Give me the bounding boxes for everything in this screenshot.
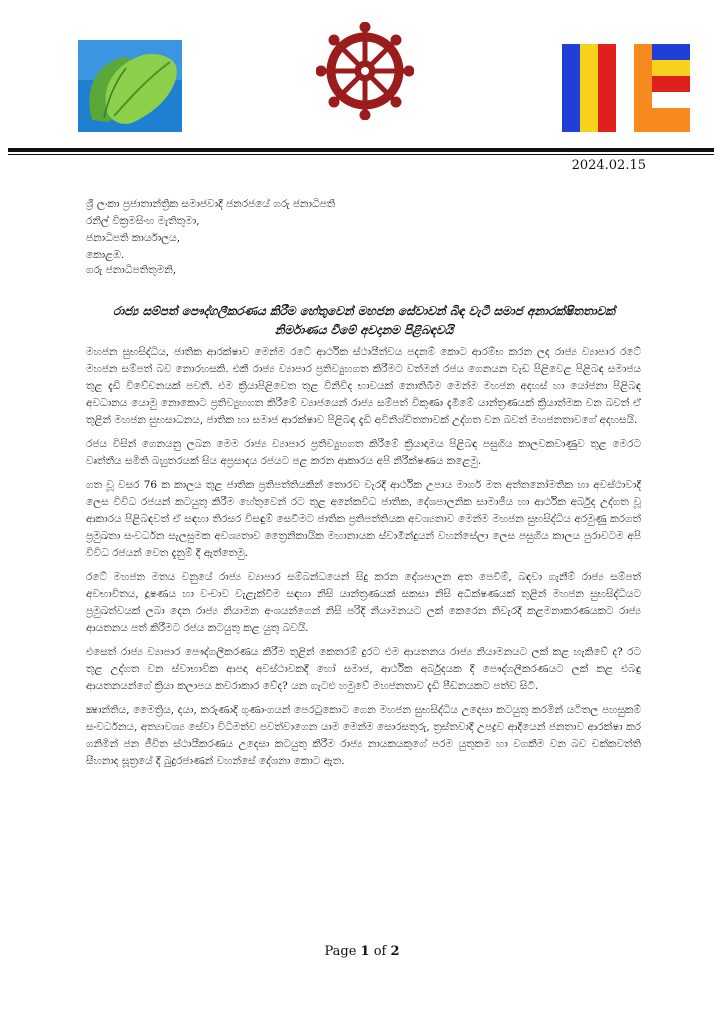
bodhi-leaf-logo bbox=[78, 40, 182, 132]
body-paragraph: එසෙත් රාජ්‍ය ව්‍යාපාර පෞද්ගලීකරණය කිරීම තුළින් කෙතරම් දුරට එම ආයතනය රාජ්‍ය නියාමනයට ලක් කළ හැකිවේ ද? රට තුළ උද්ගත වන ස්වාභාවික ආපදා අවස්ථාවකදී හෝ සමාජ, ආර්ථික අර්බුදයක දී පෞද්ගලීකරණයට ලක් කළ එබඳු ආයතනයන්ගේ ක්‍රියා කලාපය කවරාකාර වේද? යන ගැටළු හමුවේ මහජනතාව දැඩි පීඩනයකට පත්ව සිටී. bbox=[86, 646, 641, 692]
address-line: ජනාධිපති කාර්යාලය, bbox=[86, 232, 181, 244]
header-rule-thin bbox=[8, 154, 714, 155]
page-sep: of bbox=[373, 944, 387, 959]
body-paragraph: ගත වූ වසර 76 ක කාලය තුළ ජාතික ප්‍රතිපත්තියකින් තොරව වැරදි ආර්ථික උපාය මාර්ග මත අත්තනෝමතික හා අවස්ථාවාදී ලෙස විවිධ රජයන් කටයුතු කිරීම හේතුවෙන් රට තුළ අනේකවිධ ජාතික, දේශපාලනික සාමාජීය හා ආර්ථික අර්බුද උද්ගත වූ ආකාරය පිළිබඳවත් ඒ සඳහා තිරසර විසඳුම් සෙවීමට ජාතික ප්‍රතිපත්තියක අවශ්‍යතාව මෙන්ම මහජන සුභසිද්ධිය අරමුණු කරගත් ප්‍රමුඛතා සංවර්ධන සැලසුමක අවශ්‍යතාව ත්‍රෛනිකායික මහානායක ස්වාමීන්දුයන් වහන්සේලා ලෙස පසුගිය කාලය පුරාවටම අපි විවිධ රජයන් වෙත දැනුම් දී ඇත්තෙමු. bbox=[86, 479, 641, 559]
body-paragraph: ක්‍ෂාන්තිය, මෛත්‍රිය, දයා, කරුණාදි ගුණාංගයන් පෙරටුකොට ගෙන මහජන සුභසිද්ධිය උදෙසා කටයුතු කරමින් යටිතල පහසුකම් සංවර්ධනය, අත්‍යාවශ්‍ය සේවා විධිමත්ව පවත්වාගෙන යාම මෙන්ම සොරසතුරු, ත්‍රස්තවාදී උපද්‍රව ආදියෙන් ජනතාව ආරක්ෂා කර ගනිමින් ජන ජීවිත ස්ථායීකරණය උදෙසා කටයුතු කිරීම රාජ්‍ය නායකයකුගේ පරම යුතුකම හා වගකීම වන බව චක්කවත්ති සීහනාද සූත්‍රයේ දී බුදුරජාණන් වහන්සේ දේශනා කොට ඇත. bbox=[86, 704, 641, 767]
address-line: ශ්‍රී ලංකා ප්‍රජාතාන්ත්‍රික සමාජවාදී ජනරජයේ ගරු ජනාධිපති bbox=[86, 198, 336, 210]
buddhist-flag-logo bbox=[562, 44, 690, 132]
page-number bbox=[0, 944, 724, 959]
body-paragraph: රජය විසින් ගෙනයනු ලබන මෙම රාජ්‍ය ව්‍යාපාර ප්‍රතිව්‍යුහගත කිරීමේ ක්‍රියාදාමය පිළිබඳ පසුගිය කාලවකවාණුව තුළ මෙරට වෘත්තීය සමිති බහුතරයක් සිය අප්‍රසාදය රජයට පළ කරන ආකාරය අපි නිරීක්ෂණය කළෙමු. bbox=[86, 438, 641, 467]
address-line: කොළඹ. bbox=[86, 249, 125, 261]
body-paragraph: රටේ මහජන මතය වනුයේ රාජ්‍ය ව්‍යාපාර සම්බන්ධයෙන් සිදු කරන දේශපාලන අත පෙවීම්, බඳවා ගැනීම් රාජ්‍ය සම්පත් අවභාවිතය, දූෂණය හා වංචාව වැළැක්වීම සඳහා නිසි යාන්ත්‍රණයක් සකසා නිසි අධීක්ෂණයක් තුළින් මහජන සුභසිද්ධියට ප්‍රමුඛත්වයක් ලබා දෙන රාජ්‍ය නියාමන අංශයන්ගෙන් නිසි පරිදි නියාමනයට ලක් කෙරෙන නිවැරදි කළමනාකරණයකට රාජ්‍ය ආයතනය පත් කිරීමට රජය කටයුතු කළ යුතු බවයි. bbox=[86, 571, 641, 634]
page-prefix: Page bbox=[324, 944, 357, 959]
page-current: 1 bbox=[360, 944, 370, 959]
salutation: ගරු ජනාධිපතිතුමනි, bbox=[86, 264, 177, 276]
letter-date: 2024.02.15 bbox=[571, 158, 646, 173]
page-total: 2 bbox=[390, 944, 400, 959]
body-paragraph: මහජන සුභසිද්ධිය, ජාතික ආරක්ෂාව මෙන්ම රටේ ආර්ථික ස්ථායීත්වය පදනම් කොට ආරම්භ කරන ලද රාජ්‍ය ව්‍යාපාර රටේ මහජන සම්පත් බව නොරහසකි. එකී රාජ්‍ය ව්‍යාපාර ප්‍රතිව්‍යුහගත කිරීමට වත්මන් රජය ගෙනයන වැඩ පිළිවෙළ පිළිබඳ සමාජය තුළ දැඩි විවේචනයක් පවතී. එම ක්‍රියාපිළිවෙත තුළ විනිවිද භාවයක් නොතිබීම මෙන්ම මහජන අදහස් හා යෝජනා පිළිබඳ අවධානය යොමු නොකොට ප්‍රතිව්‍යුහගත කිරීමේ ව්‍යාජයෙන් රාජ්‍ය සම්පත් විකුණා දැමීමේ යාන්ත්‍රණයක් ක්‍රියාත්මක වන බවත් ඒ තුළින් මහජන සුභසාධනය, ජාතික හා සමාජ ආරක්ෂාව පිළිබඳ දැඩි අවිනිශ්චිතතාවක් උද්ගත වන බවත් මහජනතාවගේ අදහසයි. bbox=[86, 346, 641, 426]
address-line: රනිල් වික්‍රමසිංහ මැතිතුමා, bbox=[86, 215, 200, 227]
header-rule-thick bbox=[8, 148, 714, 152]
letter-body bbox=[86, 344, 641, 777]
letter-subject: රාජ්‍ය සම්පත් පෞද්ගලීකරණය කිරීම හේතුවෙන් මහජන සේවාවන් බිඳ වැටී සමාජ අනාරක්ෂිතතාවක් නිර්මාණය වීමේ අවදානම පිළිබඳවයි bbox=[112, 304, 616, 337]
dharma-wheel-logo bbox=[316, 22, 414, 120]
recipient-address bbox=[86, 196, 335, 264]
